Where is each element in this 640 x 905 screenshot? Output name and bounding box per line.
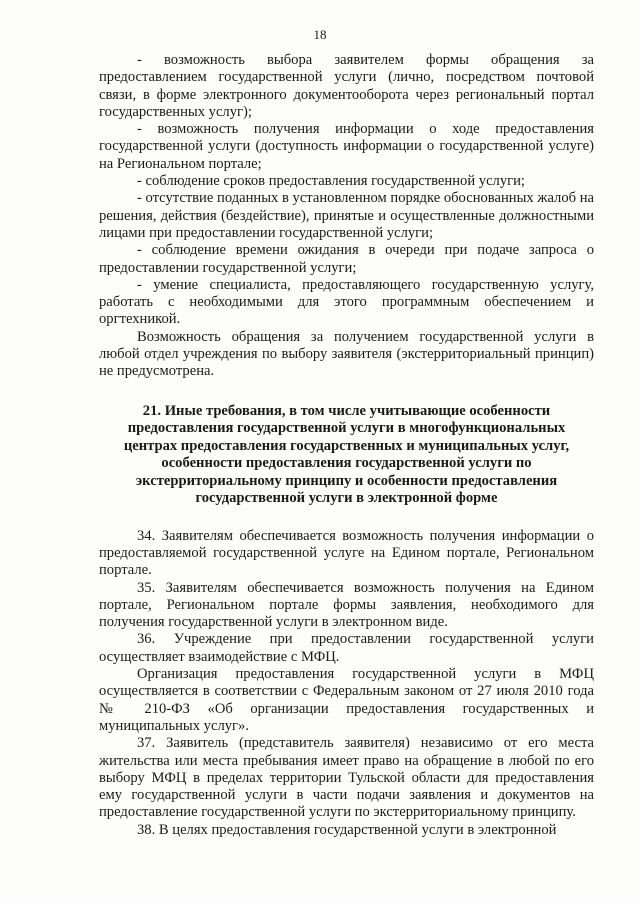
document-body: [99, 52, 594, 839]
paragraph-35: 35. Заявителям обеспечивается возможность получения на Едином портале, Региональном портале формы заявления, необходимого для получения государственной услуги в электронном виде.: [99, 579, 594, 631]
paragraph-mfc-organization: Организация предоставления государственной услуги в МФЦ осуществляется в соответствии с Федеральным законом от 27 июля 2010 года № 210-ФЗ «Об организации предоставления государственных и муниципальных услуг».: [99, 666, 594, 734]
paragraph-36: 36. Учреждение при предоставлении государственной услуги осуществляет взаимодействие с МФЦ.: [99, 631, 594, 665]
paragraph-specialist-skill: - умение специалиста, предоставляющего государственную услугу, работать с необходимыми для этого программным обеспечением и оргтехникой.: [99, 276, 594, 328]
paragraph-choice-of-form: - возможность выбора заявителем формы обращения за предоставлением государственной услуги (лично, посредством почтовой связи, в форме электронного документооборота через региональный портал государственных услуг);: [99, 52, 594, 120]
paragraph-34: 34. Заявителям обеспечивается возможность получения информации о предоставляемой государственной услуге на Едином портале, Региональном портале.: [99, 527, 594, 579]
paragraph-waiting-time: - соблюдение времени ожидания в очереди при подаче запроса о предоставлении государственной услуги;: [99, 242, 594, 276]
page-number: 18: [313, 27, 327, 42]
paragraph-37: 37. Заявитель (представитель заявителя) независимо от его места жительства или места пребывания имеет право на обращение в любой по его выбору МФЦ в пределах территории Тульской области для предоставления ему государственной услуги в части подачи заявления и документов на предоставление государственной услуги по экстерриториальному принципу.: [99, 735, 594, 821]
section-heading-21: 21. Иные требования, в том числе учитывающие особенности предоставления государственной услуги в многофункциональных центрах предоставления государственных и муниципальных услуг, особенности предоставления государственной услуги по экстерриториальному принципу и особенности предоставления государственной услуги в электронной форме: [123, 402, 570, 507]
paragraph-no-complaints: - отсутствие поданных в установленном порядке обоснованных жалоб на решения, действия (бездействие), принятые и осуществленные должностными лицами при предоставлении государственной услуги;: [99, 190, 594, 241]
paragraph-progress-info: - возможность получения информации о ходе предоставления государственной услуги (доступность информации о государственной услуге) на Региональном портале;: [99, 121, 594, 172]
paragraph-38: 38. В целях предоставления государственной услуги в электронной: [137, 821, 557, 838]
paragraph-extraterritorial: Возможность обращения за получением государственной услуги в любой отдел учреждения по выбору заявителя (экстерриториальный принцип) не предусмотрена.: [99, 328, 594, 380]
paragraph-deadlines: - соблюдение сроков предоставления государственной услуги;: [137, 173, 525, 190]
